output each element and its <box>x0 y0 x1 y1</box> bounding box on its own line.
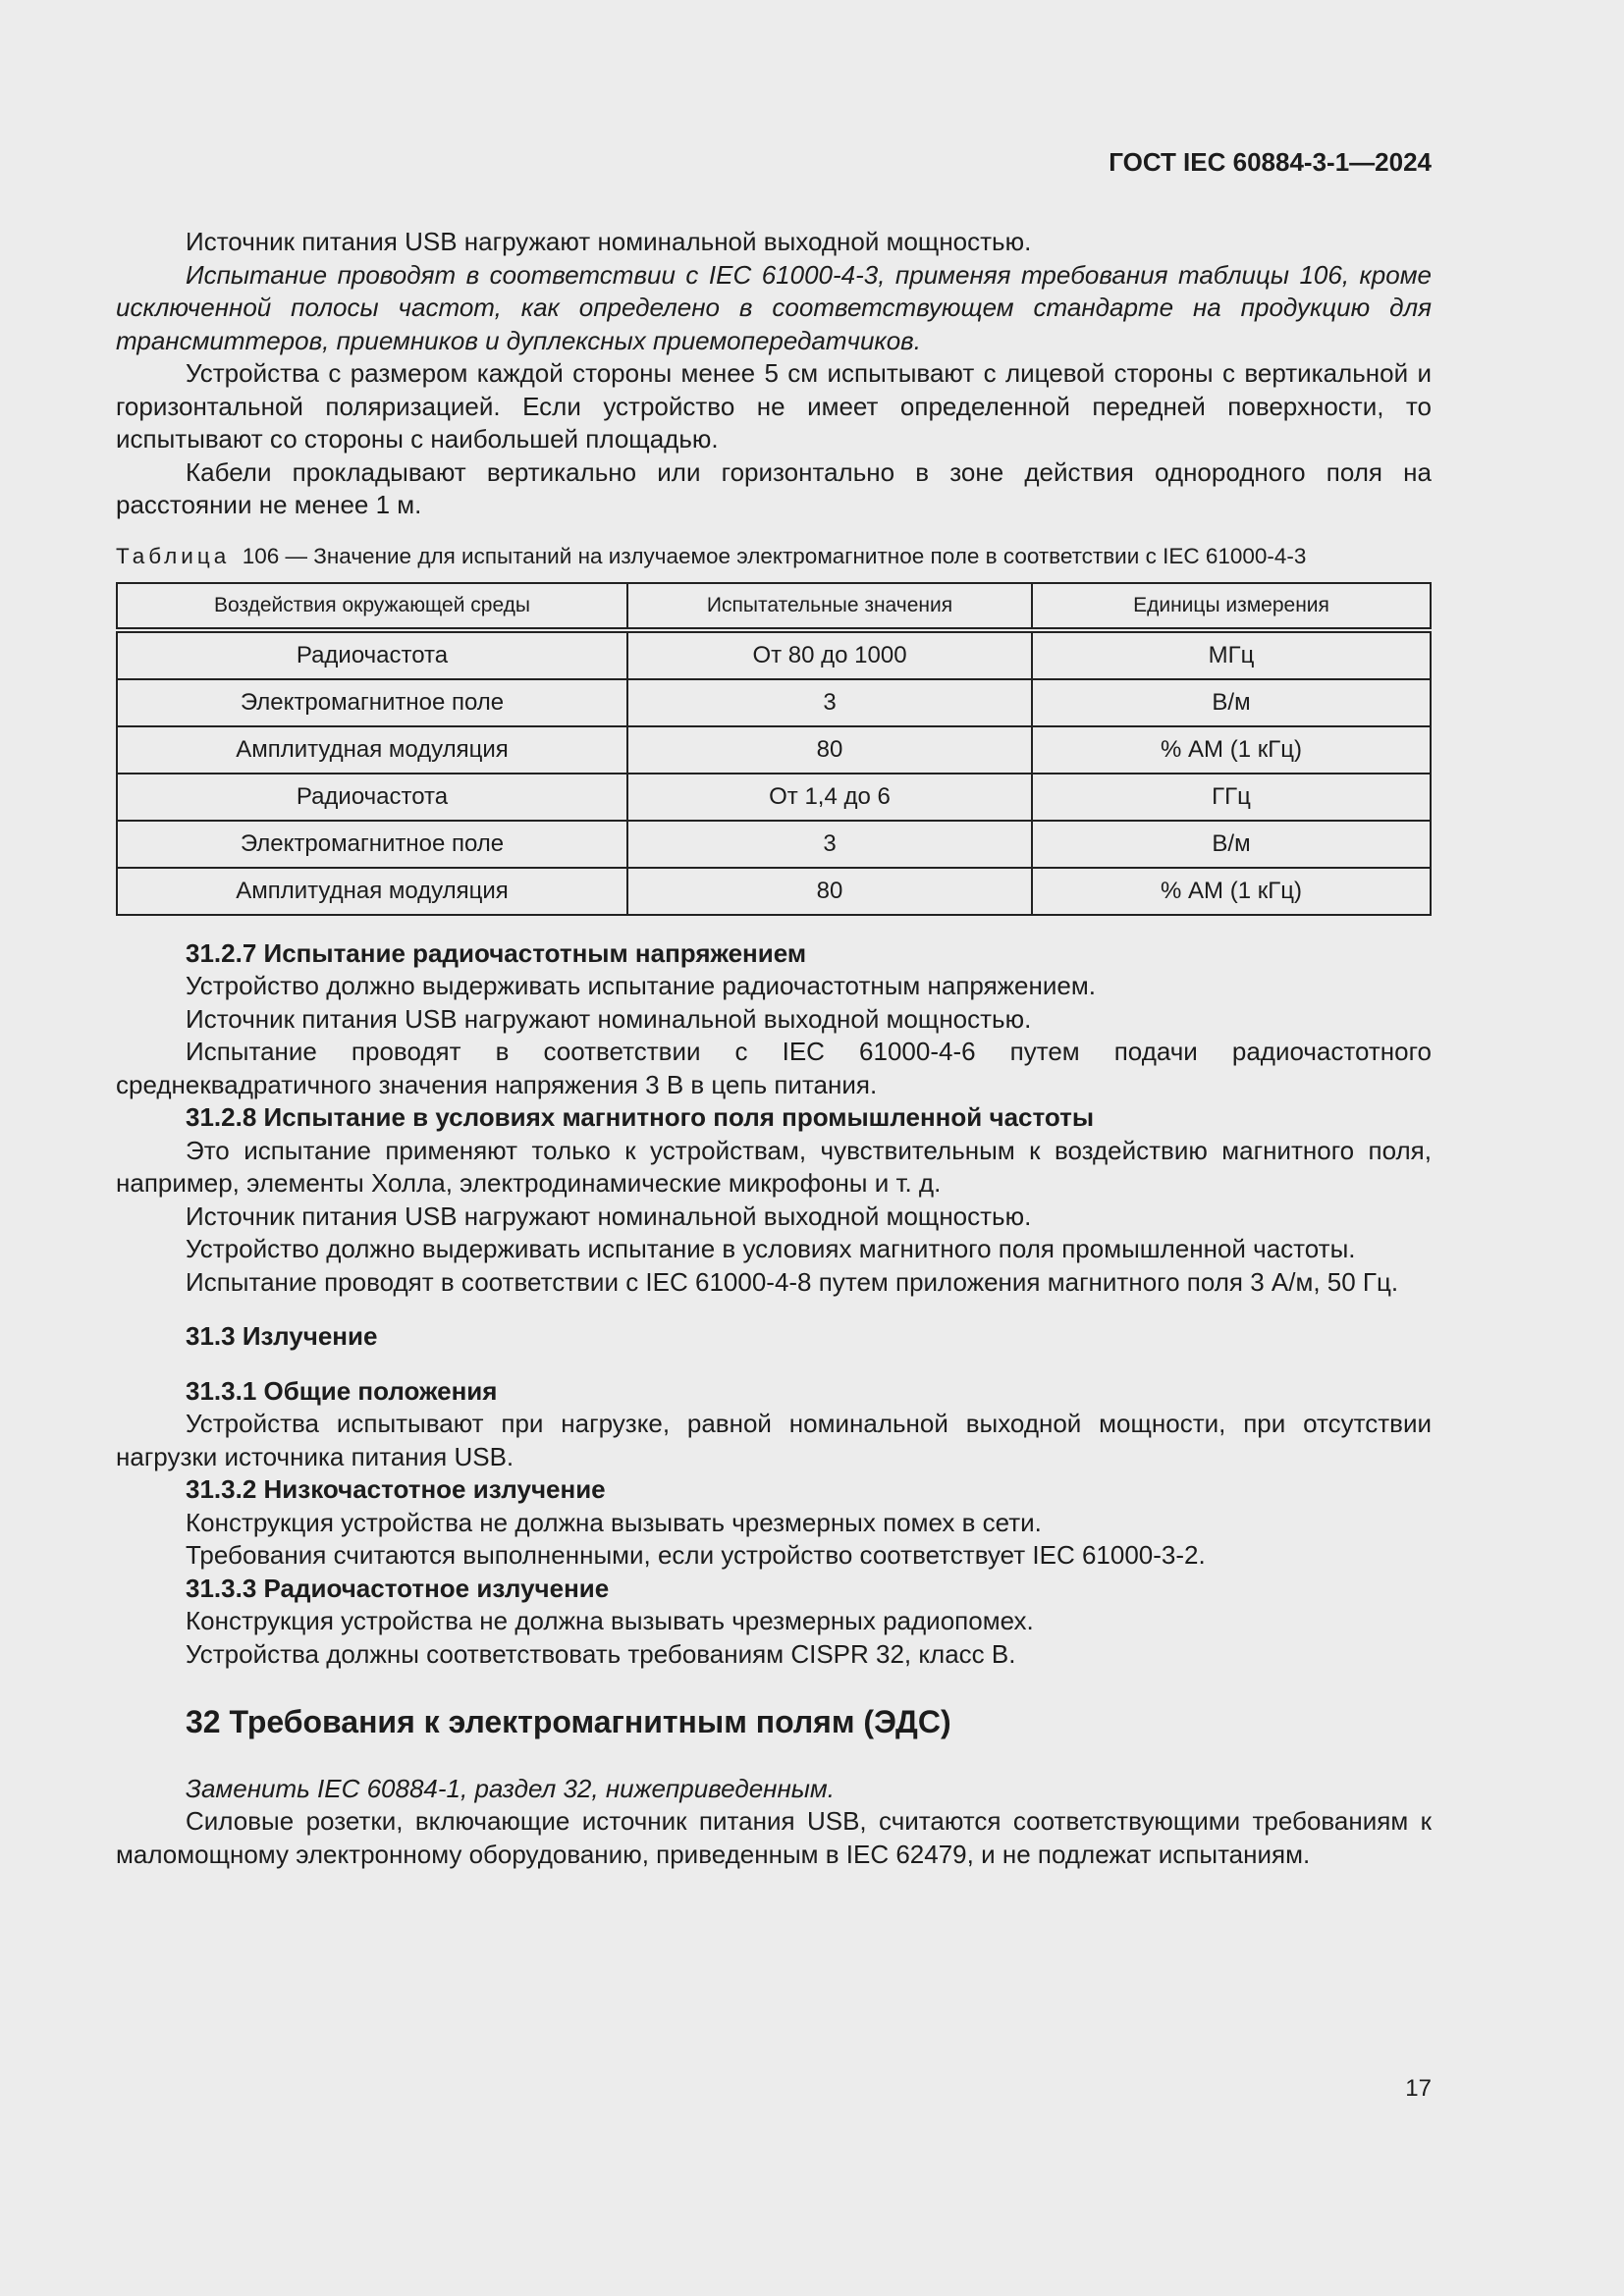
document-body <box>116 226 1432 1871</box>
table-cell: Электромагнитное поле <box>117 821 627 868</box>
table-cell: Электромагнитное поле <box>117 679 627 726</box>
table-cell: Радиочастота <box>117 630 627 679</box>
paragraph: Устройства испытывают при нагрузке, равной номинальной выходной мощности, при отсутствии нагрузки источника питания USB. <box>116 1409 1432 1471</box>
table-row <box>117 868 1431 915</box>
table-row <box>117 821 1431 868</box>
top-paragraphs <box>116 226 1432 522</box>
section-heading: 31.3.2 Низкочастотное излучение <box>186 1474 606 1504</box>
table-header-cell: Испытательные значения <box>627 583 1032 630</box>
bottom-paragraphs <box>116 937 1432 1872</box>
table-cell: ГГц <box>1032 774 1431 821</box>
table-cell: МГц <box>1032 630 1431 679</box>
section-heading: 31.3.3 Радиочастотное излучение <box>186 1573 610 1603</box>
table-row <box>117 726 1431 774</box>
table-caption <box>116 542 1432 571</box>
table-cell: Радиочастота <box>117 774 627 821</box>
paragraph: Конструкция устройства не должна вызывать чрезмерных радиопомех. <box>186 1606 1034 1635</box>
paragraph: Испытание проводят в соответствии с IEC 61000-4-3, применяя требования таблицы 106, кроме исключенной полосы частот, как определено в соответствующем стандарте на продукцию для трансмиттеров, приемников и дуплексных приемопередатчиков. <box>116 259 1432 355</box>
section-heading: 31.2.7 Испытание радиочастотным напряжением <box>186 937 807 968</box>
table-header-row <box>117 583 1431 630</box>
paragraph: Устройства с размером каждой стороны менее 5 см испытывают с лицевой стороны с вертикальной и горизонтальной поляризацией. Если устройство не имеет определенной передней поверхности, то испытывают со стороны с наибольшей площадью. <box>116 358 1432 454</box>
table-header-cell: Воздействия окружающей среды <box>117 583 627 630</box>
page-number: 17 <box>1405 2075 1432 2102</box>
table-row <box>117 679 1431 726</box>
table-caption-text: 106 — Значение для испытаний на излучаемое электромагнитное поле в соответствии с IEC 61000-4-3 <box>242 543 1307 568</box>
table-cell: 80 <box>627 726 1032 774</box>
paragraph: Испытание проводят в соответствии с IEC 61000-4-8 путем приложения магнитного поля 3 А/м, 50 Гц. <box>186 1266 1399 1297</box>
paragraph: Устройство должно выдерживать испытание в условиях магнитного поля промышленной частоты. <box>186 1234 1356 1263</box>
paragraph: Это испытание применяют только к устройствам, чувствительным к воздействию магнитного поля, например, элементы Холла, электродинамические микрофоны и т. д. <box>116 1135 1432 1198</box>
table-body <box>117 630 1431 915</box>
paragraph: Источник питания USB нагружают номинальной выходной мощностью. <box>186 1201 1032 1231</box>
document-header: ГОСТ IEC 60884-3-1—2024 <box>1109 147 1432 177</box>
paragraph: Устройство должно выдерживать испытание радиочастотным напряжением. <box>186 971 1096 1000</box>
section-heading: 31.3 Излучение <box>186 1321 378 1351</box>
table-cell: % АМ (1 кГц) <box>1032 726 1431 774</box>
paragraph: Конструкция устройства не должна вызывать чрезмерных помех в сети. <box>186 1507 1042 1537</box>
table-cell: 80 <box>627 868 1032 915</box>
paragraph: Кабели прокладывают вертикально или горизонтально в зоне действия однородного поля на расстоянии не менее 1 м. <box>116 456 1432 519</box>
paragraph: Испытание проводят в соответствии с IEC 61000-4-6 путем подачи радиочастотного среднеквадратичного значения напряжения 3 В в цепь питания. <box>116 1037 1432 1099</box>
paragraph: Силовые розетки, включающие источник питания USB, считаются соответствующими требованиям к маломощному электронному оборудованию, приведенным в IEC 62479, и не подлежат испытаниям. <box>116 1806 1432 1869</box>
section-heading: 31.2.8 Испытание в условиях магнитного поля промышленной частоты <box>186 1102 1095 1132</box>
paragraph: Источник питания USB нагружают номинальной выходной мощностью. <box>186 1003 1032 1034</box>
table-cell: 3 <box>627 679 1032 726</box>
table-cell: % АМ (1 кГц) <box>1032 868 1431 915</box>
test-values-table <box>116 582 1432 916</box>
paragraph: Источник питания USB нагружают номинальной выходной мощностью. <box>186 227 1032 256</box>
paragraph: Требования считаются выполненными, если устройство соответствует IEC 61000-3-2. <box>186 1540 1206 1570</box>
table-row <box>117 630 1431 679</box>
table-cell: 3 <box>627 821 1032 868</box>
section-heading: 32 Требования к электромагнитным полям (ЭДС) <box>186 1704 951 1739</box>
paragraph: Заменить IEC 60884-1, раздел 32, нижеприведенным. <box>186 1773 835 1803</box>
table-cell: Амплитудная модуляция <box>117 726 627 774</box>
table-cell: От 1,4 до 6 <box>627 774 1032 821</box>
table-header-cell: Единицы измерения <box>1032 583 1431 630</box>
section-heading: 31.3.1 Общие положения <box>186 1375 498 1406</box>
paragraph: Устройства должны соответствовать требованиям CISPR 32, класс B. <box>186 1638 1016 1669</box>
table-cell: Амплитудная модуляция <box>117 868 627 915</box>
table-caption-label: Таблица <box>116 543 231 568</box>
table-cell: От 80 до 1000 <box>627 630 1032 679</box>
table-row <box>117 774 1431 821</box>
table-cell: В/м <box>1032 821 1431 868</box>
table-cell: В/м <box>1032 679 1431 726</box>
